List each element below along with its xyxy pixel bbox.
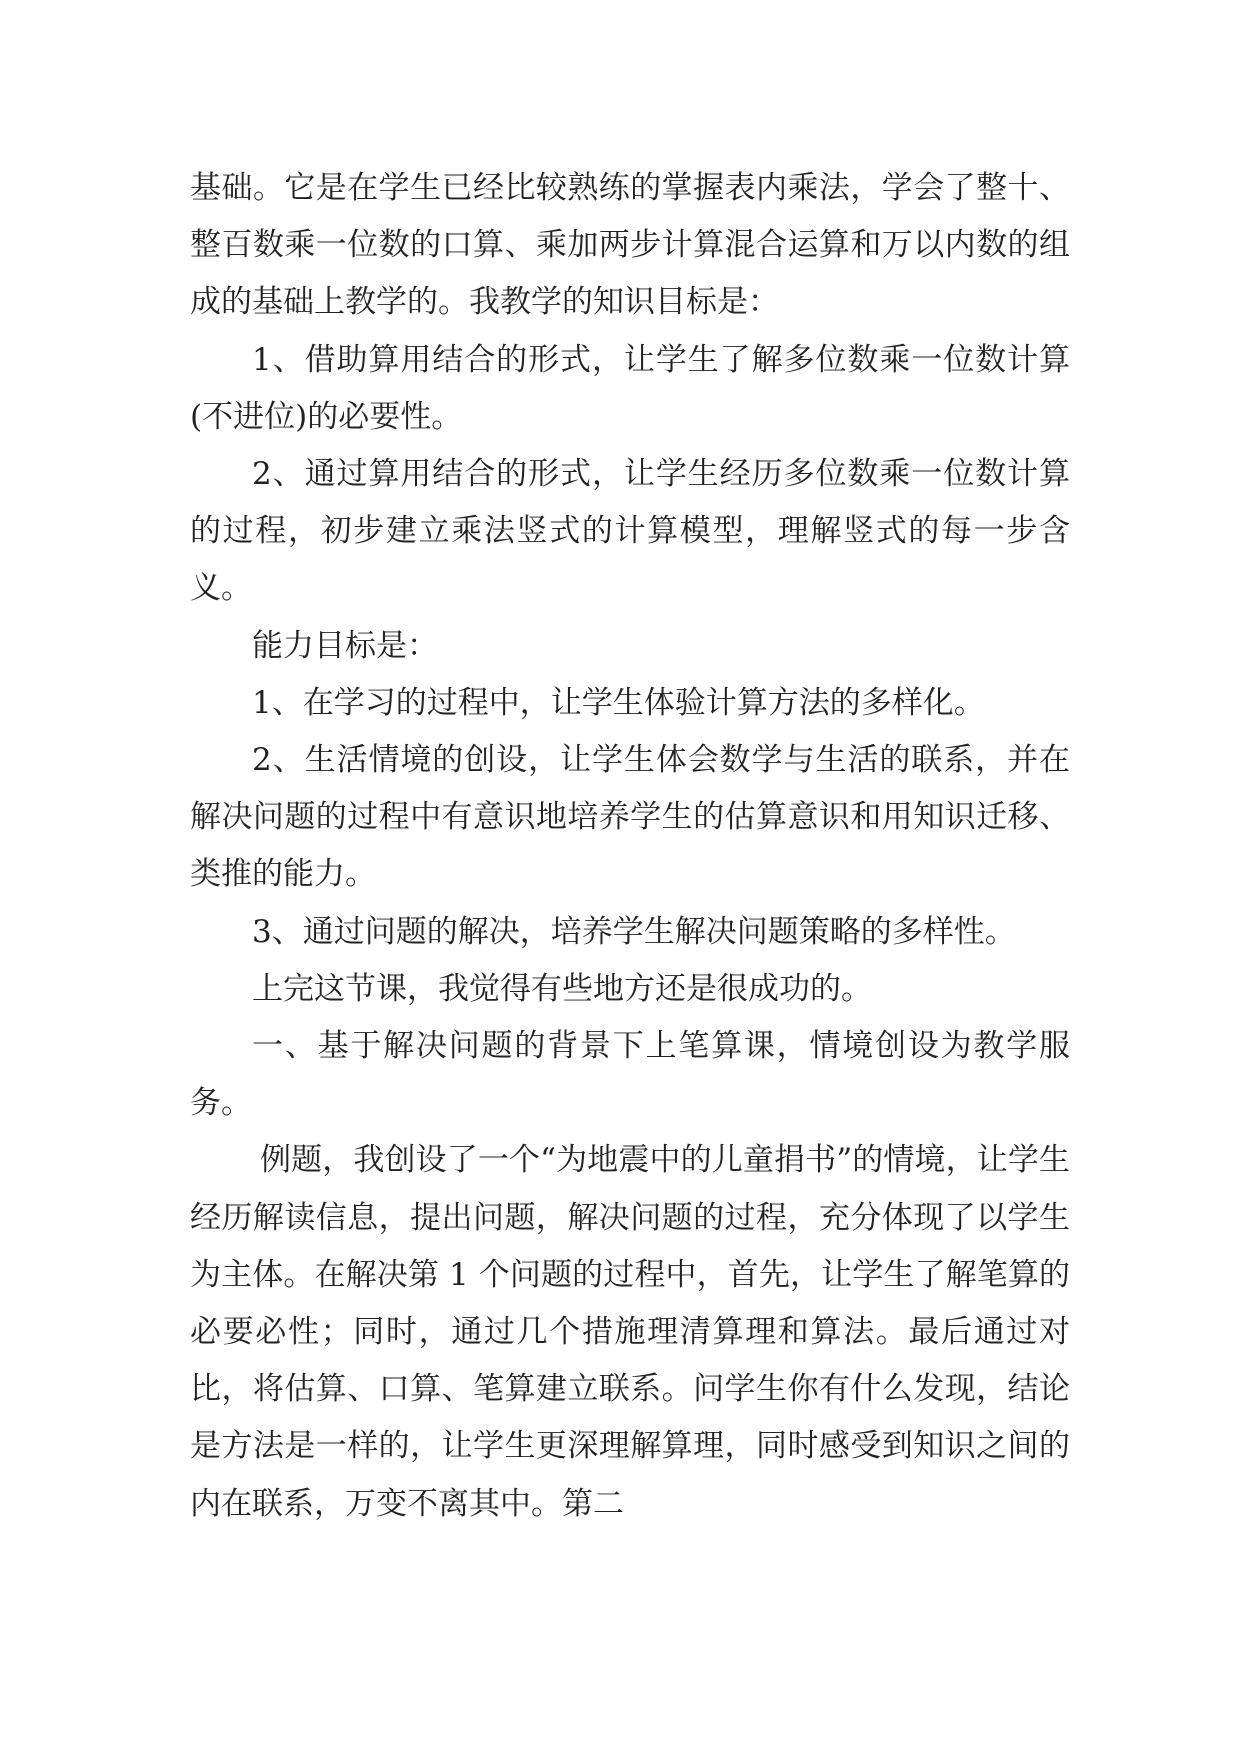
paragraph-section-one: 一、基于解决问题的背景下上笔算课，情境创设为教学服务。	[190, 1028, 1070, 1122]
paragraph-ability-goal-3: 3、通过问题的解决，培养学生解决问题策略的多样性。	[252, 913, 1016, 950]
paragraph-intro: 基础。它是在学生已经比较熟练的掌握表内乘法，学会了整十、整百数乘一位数的口算、乘加两步计算混合运算和万以内数的组成的基础上教学的。我教学的知识目标是：	[190, 170, 1070, 321]
paragraph-knowledge-goal-1: 1、借助算用结合的形式，让学生了解多位数乘一位数计算(不进位)的必要性。	[190, 341, 1070, 435]
paragraph-ability-goal-1: 1、在学习的过程中，让学生体验计算方法的多样化。	[252, 684, 985, 721]
paragraph-example: 例题，我创设了一个“为地震中的儿童捐书”的情境，让学生经历解读信息，提出问题，解决问题的过程，充分体现了以学生为主体。在解决第 1 个问题的过程中，首先，让学生了解笔算的必要必性；同时，通过几个措施理清算理和算法。最后通过对比，将估算、口算、笔算建立联系。问学生你有什么发现，结论是方法是一样的，让学生更深理解算理，同时感受到知识之间的内在联系，万变不离其中。第二	[190, 1142, 1070, 1522]
document-body	[190, 160, 1070, 1533]
paragraph-knowledge-goal-2: 2、通过算用结合的形式，让学生经历多位数乘一位数计算的过程，初步建立乘法竖式的计算模型，理解竖式的每一步含义。	[190, 456, 1070, 607]
paragraph-ability-goal-2: 2、生活情境的创设，让学生体会数学与生活的联系，并在解决问题的过程中有意识地培养学生的估算意识和用知识迁移、类推的能力。	[190, 742, 1070, 893]
paragraph-reflection-intro: 上完这节课，我觉得有些地方还是很成功的。	[252, 970, 872, 1007]
paragraph-ability-heading: 能力目标是：	[252, 627, 438, 664]
